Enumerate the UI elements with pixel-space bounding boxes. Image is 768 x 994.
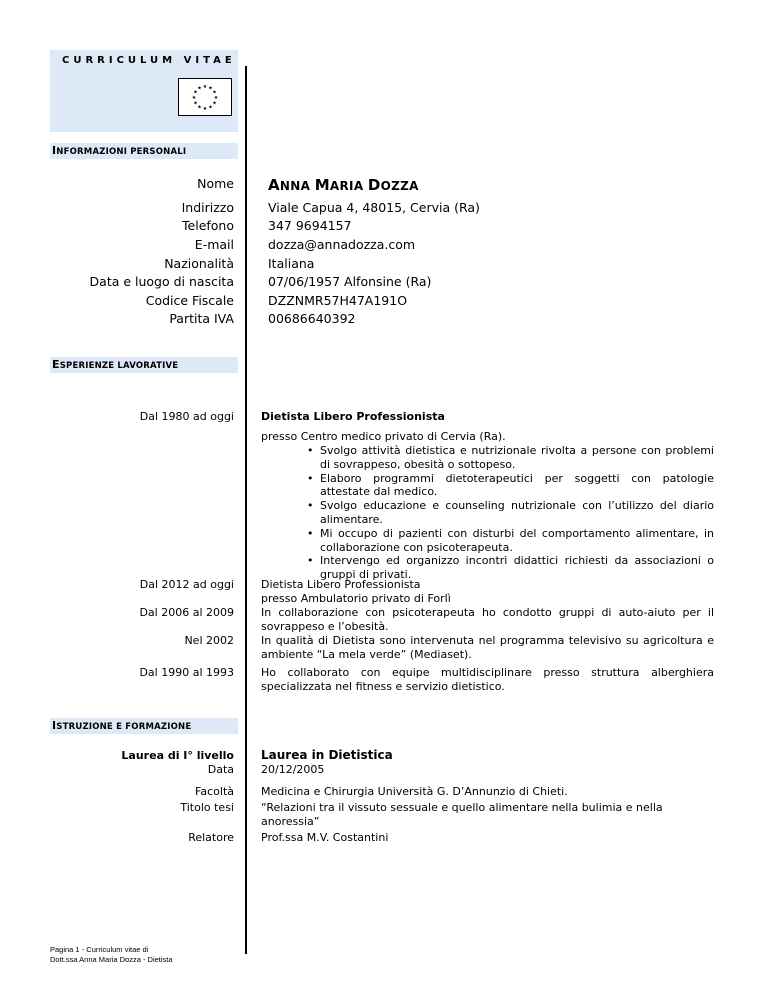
page-footer [50,945,173,965]
flag-star: ★ [197,85,202,92]
flag-star: ★ [213,95,219,101]
flag-star: ★ [202,84,208,90]
list-item: • Mi occupo di pazienti con disturbi del comportamento alimentare, in collaborazione con psicoterapeuta. [307,526,714,554]
flag-star: ★ [208,104,213,111]
list-item: • Elaboro programmi dietoterapeutici per soggetti con patologie attestate dal medico. [307,471,714,499]
faculty-value: Medicina e Chirurgia Università G. D’Annunzio di Chieti. [261,785,568,798]
vat-value: 00686640392 [268,311,356,326]
name-label: Nome [197,176,234,191]
phone-value: 347 9694157 [268,218,352,233]
job-place: presso Centro medico privato di Cervia (Ra). [261,430,506,443]
person-name: ANNA MARIA DOZZA [268,176,419,194]
section-title-education: ISTRUZIONE E FORMAZIONE [52,719,192,732]
footer-line: Dott.ssa Anna Maria Dozza - Dietista [50,955,173,964]
flag-star: ★ [208,85,213,92]
eu-stars-icon [179,79,231,115]
duties-list [307,444,714,582]
eu-flag-icon [178,78,232,116]
field-label: E-mail [194,237,234,252]
email-value[interactable]: dozza@annadozza.com [268,237,416,252]
thesis-label: Titolo tesi [180,801,234,814]
period-label: Dal 1990 al 1993 [139,666,234,679]
flag-star: ★ [202,106,208,112]
advisor-value: Prof.ssa M.V. Costantini [261,831,389,844]
job-title: Dietista Libero Professionista [261,578,421,591]
thesis-value: “Relazioni tra il vissuto sessuale e quello alimentare nella bulimia e nella anoressia” [261,801,663,828]
section-title-personal: INFORMAZIONI PERSONALI [52,144,187,157]
period-label: Dal 1980 ad oggi [139,410,234,423]
faculty-label: Facoltà [195,785,234,798]
date-label: Data [207,763,234,776]
job-place: presso Ambulatorio privato di Forlì [261,592,451,605]
vertical-divider [245,66,247,954]
period-label: Dal 2012 ad oggi [139,578,234,591]
degree-value: Laurea in Dietistica [261,748,393,762]
field-label: Telefono [182,218,234,233]
list-item: • Svolgo educazione e counseling nutrizionale con l’utilizzo del diario alimentare. [307,499,714,526]
date-value: 20/12/2005 [261,763,325,776]
flag-star: ★ [191,95,197,101]
tax-code-value: DZZNMR57H47A191O [268,293,408,308]
field-label: Codice Fiscale [145,293,234,308]
job-title: Dietista Libero Professionista [261,410,445,423]
birth-value: 07/06/1957 Alfonsine (Ra) [268,274,432,289]
flag-star: ★ [212,89,217,96]
section-title-work: ESPERIENZE LAVORATIVE [52,358,179,371]
period-label: Nel 2002 [184,634,234,647]
flag-star: ★ [212,100,217,107]
flag-star: ★ [197,104,202,111]
cv-title: CURRICULUM VITAE [62,55,236,66]
degree-label: Laurea di I° livello [121,749,234,762]
field-label: Partita IVA [169,311,234,326]
flag-star: ★ [193,89,198,96]
list-item: • Intervengo ed organizzo incontri didattici richiesti da associazioni o gruppi di privati. [307,554,714,582]
job-description: In collaborazione con psicoterapeuta ho condotto gruppi di auto-aiuto per il sovrappeso e l’obesità. [261,606,714,633]
job-description: In qualità di Dietista sono intervenuta nel programma televisivo su agricoltura e ambiente “La mela verde” (Mediaset). [261,634,714,661]
period-label: Dal 2006 al 2009 [139,606,234,619]
list-item: • Svolgo attività dietistica e nutrizionale rivolta a persone con problemi di sovrappeso, obesità o sottopeso. [307,444,714,471]
flag-star: ★ [193,100,198,107]
address-value: Viale Capua 4, 48015, Cervia (Ra) [268,200,480,215]
footer-line: Pagina 1 - Curriculum vitae di [50,945,149,954]
field-label: Indirizzo [181,200,234,215]
job-description: Ho collaborato con equipe multidisciplinare presso struttura alberghiera specializzata nel fitness e servizio dietistico. [261,666,714,693]
advisor-label: Relatore [188,831,234,844]
field-label: Data e luogo di nascita [89,274,234,289]
field-label: Nazionalità [164,256,234,271]
nationality-value: Italiana [268,256,315,271]
